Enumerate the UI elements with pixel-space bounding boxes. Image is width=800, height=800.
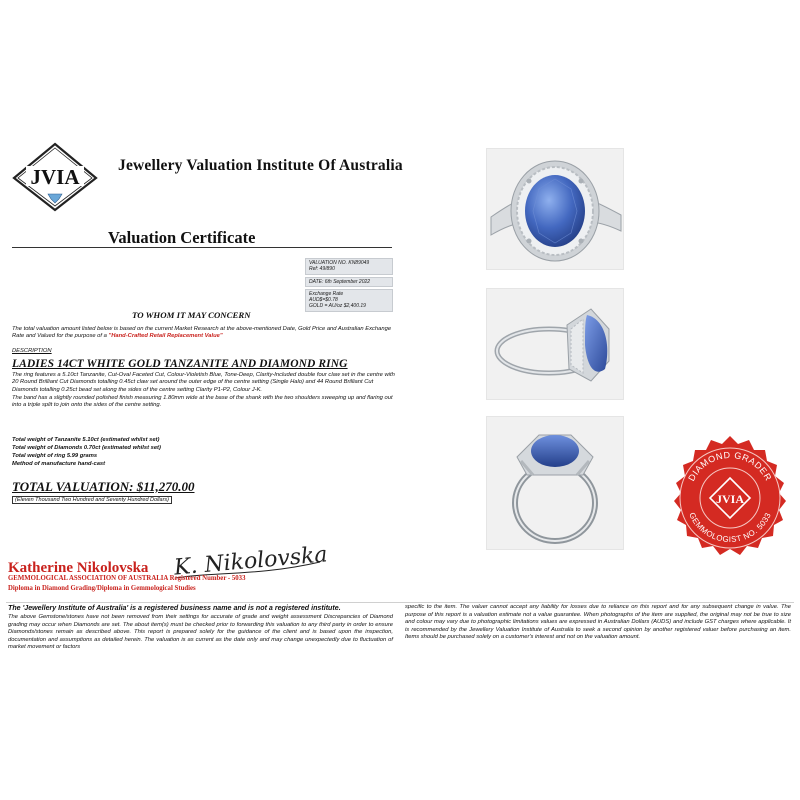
exchange-rate-cell [305,289,393,312]
footer-left-text: The above Gemstone/stones have not been removed from their settings for accurate of grade and weight assessment Discrepancies of Diamond grading may occur when Diamonds are set. The about item(s) must be checked prior to forwarding this valuation to any third party in order to ensure Diamonds/stones remain as described above. This report is prepared solely for the guidance of the client and is based upon the inspection, documentation and assumptions as detailed herein. The valuation is as current as the date only and may change unexpectedly due to fluctuation of market movement or factors [8,614,393,651]
footer-divider [6,602,794,603]
certificate-title: Valuation Certificate [108,228,256,247]
description-label: DESCRIPTION [12,348,52,354]
logo-text: JVIA [30,165,80,189]
weight-diamonds: Total weight of Diamonds 0.70ct (estimated whilst set) [12,445,161,452]
signature-text: K. Nikolovska [173,542,329,581]
seal-center-text: JVIA [715,492,745,506]
valuation-date: DATE: 6th September 2022 [309,278,371,285]
valuation-number-cell [305,258,393,275]
description-block [12,372,397,410]
intro-text: The total valuation amount listed below is based on the current Market Research at the above-mentioned Date, Gold Price and Australian Exchange Rate and Valued for the purpose of a [12,326,392,340]
valuer-name: Katherine Nikolovska [8,560,149,576]
weight-tanzanite: Total weight of Tanzanite 5.10ct (estimated whilst set) [12,437,160,443]
description-paragraph-2: The band has a slightly rounded polished finish measuring 1.80mm wide at the base of the shank with the two shoulders sweeping up and flaring out into a triple split to join onto the sides of the centre setting. [12,394,393,409]
weights-list [12,436,312,468]
manufacture-method: Method of manufacture hand-cast [12,461,106,468]
diamond-grader-seal [666,434,794,562]
total-valuation: TOTAL VALUATION: $11,270.00 [12,479,195,494]
ring-title: LADIES 14CT WHITE GOLD TANZANITE AND DIAMOND RING [12,358,348,370]
exchange-rate-label: Exchange Rate [309,290,344,297]
ring-photo-top [486,148,624,270]
title-divider [12,247,392,248]
valuation-info-box [305,258,393,314]
seal-bottom-text: GEMMOLOGIST NO. 5033 [687,511,773,545]
total-valuation-words: (Eleven Thousand Two Hundred and Seventy Hundred Dollars) [12,496,172,504]
ring-photo-front [486,416,624,550]
jvia-logo [12,142,98,212]
diploma-line: Diploma in Diamond Grading/Diploma in Gemmological Studies [8,585,196,592]
seal-top-text: DIAMOND GRADER [686,449,774,483]
exchange-rate-aud: AUD$=$0.78 [309,297,338,304]
weight-ring: Total weight of ring 5.99 grams [12,453,98,460]
ring-photo-side [486,288,624,400]
gem-icon [48,194,62,203]
valuation-number: VALUATION NO. KN89049 [309,260,370,266]
intro-paragraph [12,326,397,341]
association-line: GEMMOLOGICAL ASSOCIATION OF AUSTRALIA Registered Number - 5033 [8,575,246,582]
gold-price: GOLD = AU/oz $2,400.19 [309,303,366,310]
date-cell [305,277,393,287]
to-whom-heading: TO WHOM IT MAY CONCERN [132,310,251,320]
org-name: Jewellery Valuation Institute Of Australia [118,157,403,174]
footer-heading: The 'Jewellery Institute of Australia' is a registered business name and is not a registered institute. [8,604,341,612]
intro-highlight: "Hand-Crafted Retail Replacement Value" [108,333,223,340]
description-paragraph-1: The ring features a 5.10ct Tanzanite, Cut-Oval Faceted Cut, Colour-Violetish Blue, Tone-Deep, Clarity-Included double four claw set in the centre with 20 Round Brilliant Cut Diamonds totalling 0.45ct claw set around the outer edge of the centre setting (Single Halo) and 44 Round Brilliant Cut Diamonds totalling 0.25ct bead set along the sides of the centre setting Clarity P1-P2, Colour J-K. [12,372,395,393]
footer-right-text: specific to the item. The valuer cannot accept any liability for losses due to reliance on this report and for any subsequent change in value. The purpose of this report is a valuation estimate not a value guarantee. When photographs of the item are supplied, the original may not be true to size and colour may vary due to photographic limitations values are expressed in Australian Dollars (AUDS) and include GST charges where applicable. It is recommended by the Jewellery Valuation Institute of Australia to seek a second opinion by another registered valuer before purchasing an item. Items should be purchased solely on a customer's interest and not on the valuation amount. [405,604,791,641]
reference-number: Ref: 49/890 [309,266,335,273]
